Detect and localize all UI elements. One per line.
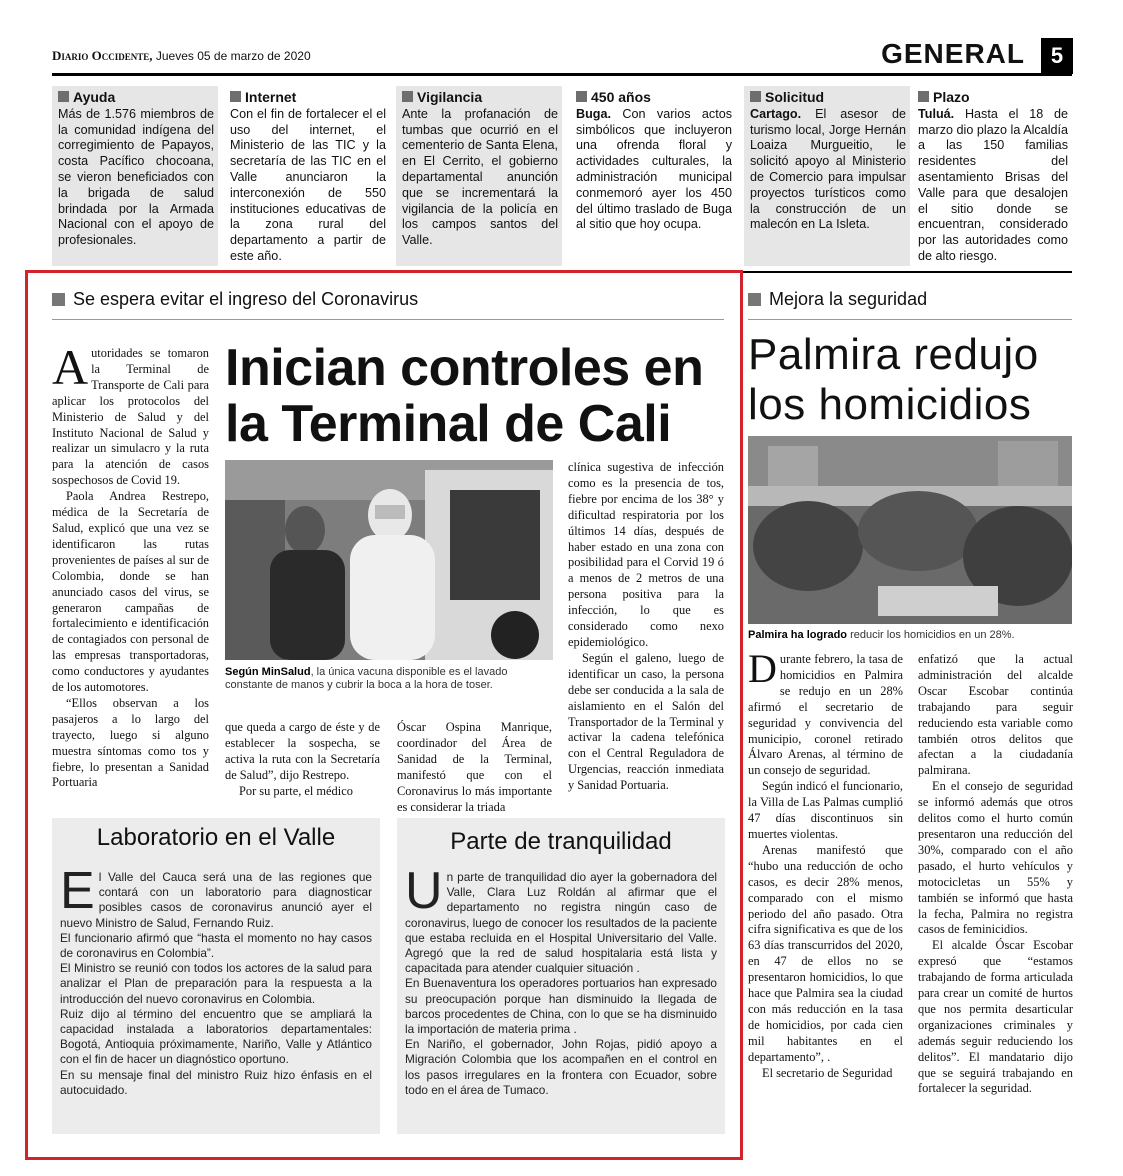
brief-title: Vigilancia bbox=[417, 89, 483, 105]
main-kicker-text: Se espera evitar el ingreso del Coronavirus bbox=[73, 289, 419, 309]
brief-text: Hasta el 18 de marzo dio plazo la Alcaldía a las 150 familias residentes del asentamiento Brisas del Valle para que desalojen el sitio donde se encuentran, considerado por las autoridades como de alto riesgo. bbox=[918, 106, 1068, 263]
paragraph: En el consejo de seguridad se informó además que otros delitos como el hurto común presentaron una reducción del 30%, comparado con el año pasado, el hurto vehículos y motocicletas un 55% y también se informó que hasta la fecha, Palmira no registra casos de feminicidios. bbox=[918, 779, 1073, 937]
brief-title: Ayuda bbox=[73, 89, 116, 105]
side-photo-caption bbox=[748, 629, 1072, 642]
side-kicker bbox=[748, 289, 927, 310]
main-kicker bbox=[52, 289, 418, 310]
drop-cap: A bbox=[52, 346, 89, 395]
box-title: Laboratorio en el Valle bbox=[96, 824, 336, 851]
headline-line-2: los homicidios bbox=[748, 380, 1032, 429]
paragraph: utoridades se tomaron la Terminal de Transporte de Cali para aplicar los protocolos del Ministerio de Salud y del Instituto Nacional de Salud y realizar un simulacro y la ruta para la atención de casos sospechosos de Covid 19. bbox=[52, 346, 209, 488]
paragraph: “Ellos observan a los pasajeros a lo largo del trayecto, luego si alguno muestra síntomas como tos y fiebre, lo presentan a Sanidad Portuaria bbox=[52, 695, 209, 790]
paragraph: En su mensaje final del ministro Ruiz hizo énfasis en el autocuidado. bbox=[60, 1067, 372, 1097]
brief-text: Ante la profanación de tumbas que ocurrió en el cementerio de Santa Elena, en El Cerrito, el gobierno departamental anunción que se incrementará la vigilancia de la policía en los campos santos del Valle. bbox=[402, 106, 558, 248]
box-body bbox=[397, 856, 725, 1098]
paragraph: En Nariño, el gobernador, John Rojas, pidió apoyo a Migración Colombia que los acompañen en el control en los pasos irregulares en la frontera con Ecuador, sobre todo en el área de Tumaco. bbox=[405, 1037, 717, 1097]
main-column-4 bbox=[568, 460, 724, 794]
paragraph: Óscar Ospina Manrique, coordinador del Área de Sanidad de la Terminal, manifestó que con el Coronavirus lo más importante es considerar la triada bbox=[397, 720, 552, 814]
paragraph: El funcionario afirmó que “hasta el momento no hay casos de coronavirus en Colombia”. bbox=[60, 930, 372, 961]
paragraph: El alcalde Óscar Escobar expresó que “estamos trabajando de forma articulada para crear un comité de hurtos que nos permita desarticular organizaciones criminales y además seguir reduciendo los delitos”. El mandatario dijo que se seguirá trabajando en fortalecer la seguridad. bbox=[918, 938, 1073, 1096]
paper-name: Diario Occidente, bbox=[52, 48, 153, 63]
headline-line-1: Palmira redujo bbox=[748, 330, 1039, 379]
drop-cap: D bbox=[748, 646, 777, 691]
box-body bbox=[52, 852, 380, 1098]
brief-title: Plazo bbox=[933, 89, 970, 105]
sidebar-box-tranquilidad bbox=[397, 818, 725, 1134]
box-title: Parte de tranquilidad bbox=[450, 828, 672, 855]
main-column-2 bbox=[225, 720, 380, 800]
brief-plazo bbox=[912, 86, 1072, 266]
paragraph: enfatizó que la actual administración del alcalde Oscar Escobar continúa trabajando para seguir reduciendo esta variable como también otros delitos que afectan a la ciudadanía palmirana. bbox=[918, 652, 1073, 778]
brief-solicitud bbox=[744, 86, 910, 266]
page-number: 5 bbox=[1041, 38, 1073, 74]
paragraph: El secretario de Seguridad bbox=[762, 1065, 893, 1080]
caption-text: reducir los homicidios en un 28%. bbox=[847, 629, 1015, 641]
kicker-rule bbox=[748, 319, 1072, 320]
square-bullet-icon bbox=[402, 91, 413, 102]
paragraph: l Valle del Cauca será una de las regiones que contará con un laboratorio para diagnosticar posibles casos de coronavirus anunció ayer el nuevo Ministro de Salud, Fernando Ruiz. bbox=[60, 870, 372, 930]
side-column-1 bbox=[748, 646, 903, 1081]
paragraph: Según el galeno, luego de identificar un caso, la persona debe ser conducida a la sala de aislamiento en el Salón del Transportador de la Terminal y activar la cadena telefónica con el Central Reguladora de Urgencias, reacción inmediata y Sanidad Portuaria. bbox=[568, 650, 724, 793]
brief-450-anos bbox=[570, 86, 736, 266]
square-bullet-icon bbox=[576, 91, 587, 102]
terminal-photo bbox=[225, 460, 553, 660]
square-bullet-icon bbox=[748, 293, 761, 306]
brief-lead: Buga. bbox=[576, 106, 611, 121]
drop-cap: E bbox=[60, 862, 95, 920]
brief-text: El asesor de turismo local, Jorge Hernán Loaiza Murgueitio, le solicitó apoyo al Ministerio de Comercio para impulsar proyectos turísticos como la construcción de un malecón en La Isleta. bbox=[750, 106, 906, 232]
brief-text: Con el fin de fortalecer el el uso del internet, el Ministerio de las TIC y la secretaría de las TIC en el Valle anunciaron la interconexión de 550 instituciones educativas de la zona rural del departamento a partir de este año. bbox=[230, 106, 386, 263]
square-bullet-icon bbox=[918, 91, 929, 102]
header-rule bbox=[52, 73, 1072, 76]
caption-text: , la única vacuna disponible es el lavado constante de manos y cubrir la boca a la hora de toser. bbox=[225, 666, 508, 691]
side-headline bbox=[748, 330, 1078, 430]
brief-lead: Tuluá. bbox=[918, 106, 955, 121]
paragraph: El Ministro se reunió con todos los actores de la salud para analizar el Plan de preparación para la respuesta a la introducción del nuevo coronavirus en Colombia. bbox=[60, 961, 372, 1006]
square-bullet-icon bbox=[230, 91, 241, 102]
paragraph: Según indicó el funcionario, la Villa de Las Palmas cumplió 47 días discontinuos sin muertes violentas. bbox=[748, 779, 903, 841]
palmira-photo bbox=[748, 436, 1072, 624]
kicker-rule bbox=[52, 319, 724, 320]
brief-text: Más de 1.576 miembros de la comunidad indígena del corregimiento de Papayos, costa Pacífico chocoana, se vieron beneficiados con la brigada de salud brindada por la Armada Nacional con el apoyo de profesionales. bbox=[58, 106, 214, 248]
brief-title: Internet bbox=[245, 89, 297, 105]
issue-date: Jueves 05 de marzo de 2020 bbox=[155, 49, 311, 63]
side-kicker-text: Mejora la seguridad bbox=[769, 289, 928, 309]
paragraph: que queda a cargo de éste y de establecer la sospecha, se activa la ruta con la Secretaría de Salud”, dijo Restrepo. bbox=[225, 720, 380, 782]
square-bullet-icon bbox=[52, 293, 65, 306]
caption-credit: Según MinSalud bbox=[225, 666, 311, 678]
sidebar-box-laboratorio bbox=[52, 818, 380, 1134]
brief-title: 450 años bbox=[591, 89, 651, 105]
brief-title: Solicitud bbox=[765, 89, 825, 105]
caption-credit: Palmira ha logrado bbox=[748, 629, 848, 641]
paragraph: Por su parte, el médico bbox=[239, 783, 353, 798]
brief-text: Con varios actos simbólicos que incluyeron una ofrenda floral y actividades culturales, la administración municipal conmemoró ayer los 450 del último traslado de Buga al sitio que hoy ocupa. bbox=[576, 106, 732, 232]
main-column-1 bbox=[52, 346, 209, 806]
square-bullet-icon bbox=[58, 91, 69, 102]
paragraph: Ruiz dijo al término del encuentro que se ampliará la capacidad instalada a laboratorios departamentales: Bogotá, Antioquia próximamente, Nariño, Valle y Atlántico con el fin de hacer un diagnóstico oportuno. bbox=[60, 1006, 372, 1067]
brief-vigilancia bbox=[396, 86, 562, 266]
paragraph: n parte de tranquilidad dio ayer la gobernadora del Valle, Clara Luz Roldán al afirmar que el departamento no registra ningún caso de coronavirus, luego de conocer los resultados de la paciente que estaba recluida en el Hospital Universitario del Valle. Agregó que la red de salud hospitalaria está lista y capacitada para atender cualquier situación . bbox=[405, 870, 717, 976]
main-column-3 bbox=[397, 720, 552, 815]
headline-line-1: Inician controles en bbox=[225, 339, 704, 397]
photo-caption bbox=[225, 666, 553, 692]
brief-internet bbox=[224, 86, 390, 266]
paragraph: clínica sugestiva de infección como es la presencia de tos, fiebre por encima de los 38° y dificultad respiratoria por los últimos 14 días, después de haber estado en una zona con posibilidad para el Corvid 19 ó a menos de 2 metros de una persona positiva para la infección, lo que es considerado como nexo epidemiológico. bbox=[568, 460, 724, 649]
masthead bbox=[52, 48, 311, 64]
headline-line-2: la Terminal de Cali bbox=[225, 395, 672, 453]
paragraph: urante febrero, la tasa de homicidios en Palmira se redujo en un 28% afirmó el secretario de seguridad y convivencia del municipio, coronel retirado Álvaro Arenas, al término de un consejo de seguridad. bbox=[748, 652, 903, 778]
side-column-2 bbox=[918, 652, 1073, 1097]
section-name: GENERAL bbox=[881, 38, 1025, 69]
paragraph: En Buenaventura los operadores portuarios han expresado su preocupación porque han disminuido la llegada de barcos procedentes de China, con lo que se ha disminuido la importación de materia prima . bbox=[405, 976, 717, 1037]
square-bullet-icon bbox=[750, 91, 761, 102]
paragraph: Paola Andrea Restrepo, médica de la Secretaría de Salud, explicó que una vez se identificaron las rutas provenientes de países al sur de Colombia, donde se han anunciado casos del virus, se generaron campañas de fortalecimiento e identificación de contagiados con personal de las empresas transportadoras, como conductores y ayudantes de los automotores. bbox=[52, 489, 209, 695]
brief-lead: Cartago. bbox=[750, 106, 802, 121]
main-headline bbox=[225, 340, 725, 452]
brief-ayuda bbox=[52, 86, 218, 266]
paragraph: Arenas manifestó que “hubo una reducción de ocho casos, es decir 28% menos, comparado con el mismo periodo del año pasado. Otra cifra significativa es que de los 63 días transcurridos del 2020, en 47 de ellos no se presentaron homicidios, lo que hace que Palmira sea la ciudad con más reducción en la tasa de homicidios, por cada cien mil habitantes en el departamento”, . bbox=[748, 842, 903, 1064]
drop-cap: U bbox=[405, 862, 443, 920]
